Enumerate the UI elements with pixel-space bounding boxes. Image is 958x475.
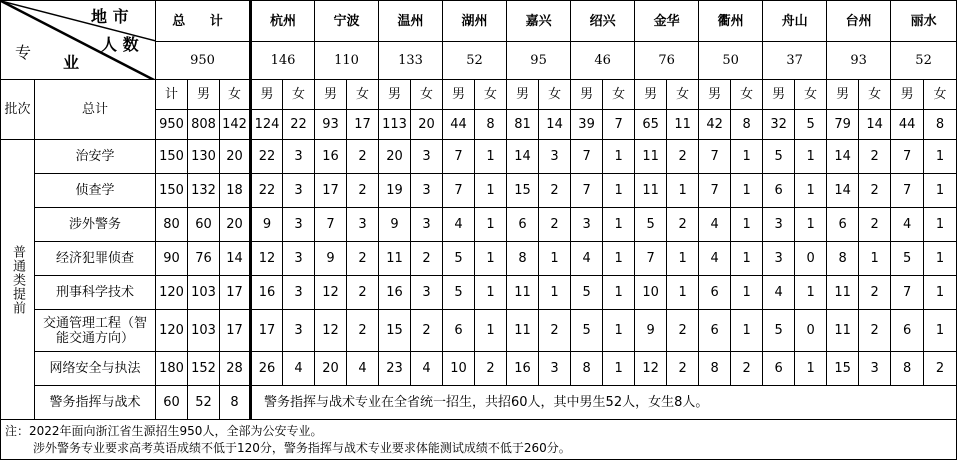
- city-male-value: 4: [699, 208, 731, 242]
- summary-city-male: 124: [251, 110, 283, 140]
- city-female-value: 2: [859, 140, 891, 174]
- city-female-value: 2: [475, 352, 507, 386]
- sub-label-female: 女: [924, 80, 957, 110]
- city-header-zhoushan: 舟山: [763, 1, 827, 42]
- city-male-value: 8: [891, 352, 924, 386]
- city-female-value: 2: [667, 140, 699, 174]
- city-male-value: 3: [763, 208, 795, 242]
- city-female-value: 1: [731, 242, 763, 276]
- city-male-value: 7: [571, 140, 603, 174]
- footnote-row: [1, 420, 957, 460]
- sub-label-male: 男: [763, 80, 795, 110]
- major-name: 涉外警务: [35, 208, 156, 242]
- grand-total: 950: [156, 42, 251, 80]
- major-total-value: 60: [188, 208, 220, 242]
- summary-city-male: 42: [699, 110, 731, 140]
- diagonal-header-cell: [1, 1, 156, 80]
- city-female-value: 1: [539, 276, 571, 310]
- summary-city-female: 17: [347, 110, 379, 140]
- city-male-value: 7: [699, 140, 731, 174]
- city-female-value: 1: [859, 242, 891, 276]
- city-female-value: 1: [924, 140, 957, 174]
- city-male-value: 10: [443, 352, 475, 386]
- city-female-value: 4: [411, 352, 443, 386]
- city-female-value: 2: [411, 242, 443, 276]
- summary-city-female: 22: [283, 110, 315, 140]
- city-female-value: 1: [603, 242, 635, 276]
- city-male-value: 7: [635, 242, 667, 276]
- batch-name: 普通类提前: [1, 140, 35, 420]
- city-male-value: 4: [443, 208, 475, 242]
- city-header-ningbo: 宁波: [315, 1, 379, 42]
- city-male-value: 9: [315, 242, 347, 276]
- major-total-value: 20: [220, 208, 251, 242]
- city-total: 37: [763, 42, 827, 80]
- city-female-value: 1: [603, 140, 635, 174]
- city-male-value: 12: [635, 352, 667, 386]
- major-total-value: 103: [188, 310, 220, 352]
- city-male-value: 3: [571, 208, 603, 242]
- city-total: 46: [571, 42, 635, 80]
- major-total-value: 152: [188, 352, 220, 386]
- city-total: 95: [507, 42, 571, 80]
- city-female-value: 3: [539, 352, 571, 386]
- sub-label-male: 男: [827, 80, 859, 110]
- sub-label-female: 女: [795, 80, 827, 110]
- sub-label-female: 女: [731, 80, 763, 110]
- major-total-value: 120: [156, 310, 188, 352]
- city-female-value: 1: [475, 174, 507, 208]
- city-female-value: 2: [859, 208, 891, 242]
- city-male-value: 11: [827, 310, 859, 352]
- major-total-value: 150: [156, 140, 188, 174]
- header-row-cities: [1, 1, 957, 42]
- major-total-value: 180: [156, 352, 188, 386]
- city-male-value: 11: [827, 276, 859, 310]
- summary-city-female: 14: [539, 110, 571, 140]
- city-male-value: 5: [891, 242, 924, 276]
- city-male-value: 15: [827, 352, 859, 386]
- city-female-value: 2: [859, 276, 891, 310]
- summary-city-male: 65: [635, 110, 667, 140]
- city-male-value: 15: [507, 174, 539, 208]
- major-row: [1, 140, 957, 174]
- city-female-value: 1: [795, 276, 827, 310]
- city-header-wenzhou: 温州: [379, 1, 443, 42]
- city-header-taizhou: 台州: [827, 1, 891, 42]
- city-female-value: 2: [347, 276, 379, 310]
- city-header-huzhou: 湖州: [443, 1, 507, 42]
- major-total-value: 17: [220, 276, 251, 310]
- city-male-value: 14: [827, 174, 859, 208]
- sub-label-male: 男: [315, 80, 347, 110]
- city-female-value: 4: [347, 352, 379, 386]
- diag-label-major-b: 业: [63, 53, 80, 72]
- major-row: [1, 352, 957, 386]
- city-female-value: 1: [924, 242, 957, 276]
- city-total: 146: [251, 42, 315, 80]
- city-total: 93: [827, 42, 891, 80]
- city-female-value: 1: [731, 208, 763, 242]
- city-total: 52: [443, 42, 507, 80]
- city-female-value: 1: [603, 310, 635, 352]
- city-female-value: 2: [347, 310, 379, 352]
- sub-label-female: 女: [539, 80, 571, 110]
- major-total-value: 132: [188, 174, 220, 208]
- city-male-value: 7: [571, 174, 603, 208]
- city-male-value: 5: [763, 310, 795, 352]
- city-male-value: 7: [443, 174, 475, 208]
- city-female-value: 1: [795, 352, 827, 386]
- city-female-value: 0: [795, 242, 827, 276]
- city-female-value: 1: [924, 310, 957, 352]
- city-female-value: 3: [411, 140, 443, 174]
- sub-label-male: 男: [635, 80, 667, 110]
- summary-city-male: 39: [571, 110, 603, 140]
- city-female-value: 1: [475, 242, 507, 276]
- city-female-value: 1: [475, 140, 507, 174]
- footnote-line-2: 涉外警务专业要求高考英语成绩不低于120分，警务指挥与战术专业要求体能测试成绩不低于260分。: [33, 440, 571, 455]
- city-header-shaoxing: 绍兴: [571, 1, 635, 42]
- city-male-value: 5: [571, 310, 603, 352]
- city-female-value: 3: [347, 208, 379, 242]
- city-female-value: 1: [795, 174, 827, 208]
- city-male-value: 15: [379, 310, 411, 352]
- major-total-value: 17: [220, 310, 251, 352]
- city-male-value: 6: [699, 276, 731, 310]
- city-female-value: 1: [731, 276, 763, 310]
- city-header-jinhua: 金华: [635, 1, 699, 42]
- city-header-jiaxing: 嘉兴: [507, 1, 571, 42]
- city-male-value: 10: [635, 276, 667, 310]
- city-male-value: 6: [891, 310, 924, 352]
- sub-label-male: 男: [891, 80, 924, 110]
- city-male-value: 16: [315, 140, 347, 174]
- summary-city-female: 8: [924, 110, 957, 140]
- sub-label-female: 女: [603, 80, 635, 110]
- special-major-row: [1, 386, 957, 420]
- city-female-value: 3: [283, 276, 315, 310]
- city-male-value: 11: [507, 310, 539, 352]
- city-female-value: 2: [347, 242, 379, 276]
- city-header-hangzhou: 杭州: [251, 1, 315, 42]
- major-name: 治安学: [35, 140, 156, 174]
- sub-label-male: 男: [507, 80, 539, 110]
- city-male-value: 7: [315, 208, 347, 242]
- city-total: 133: [379, 42, 443, 80]
- city-male-value: 4: [571, 242, 603, 276]
- summary-label: 总计: [35, 80, 156, 140]
- city-female-value: 3: [283, 174, 315, 208]
- sub-label-female: 女: [411, 80, 443, 110]
- city-male-value: 22: [251, 174, 283, 208]
- sub-label-male: 男: [571, 80, 603, 110]
- major-total-value: 8: [220, 386, 251, 420]
- summary-city-female: 11: [667, 110, 699, 140]
- city-female-value: 3: [283, 208, 315, 242]
- header-row-gender: [1, 80, 957, 110]
- city-male-value: 16: [379, 276, 411, 310]
- city-male-value: 11: [635, 174, 667, 208]
- city-male-value: 5: [571, 276, 603, 310]
- city-male-value: 6: [443, 310, 475, 352]
- sub-label-female: 女: [859, 80, 891, 110]
- city-male-value: 22: [251, 140, 283, 174]
- city-female-value: 2: [539, 310, 571, 352]
- city-female-value: 2: [347, 174, 379, 208]
- city-female-value: 3: [411, 174, 443, 208]
- city-female-value: 1: [731, 174, 763, 208]
- city-male-value: 26: [251, 352, 283, 386]
- city-male-value: 4: [763, 276, 795, 310]
- summary-city-male: 113: [379, 110, 411, 140]
- city-total: 50: [699, 42, 763, 80]
- city-female-value: 1: [731, 310, 763, 352]
- major-row: [1, 276, 957, 310]
- footnote: [1, 420, 957, 460]
- summary-city-female: 8: [475, 110, 507, 140]
- major-total-value: 60: [156, 386, 188, 420]
- special-major-note: 警务指挥与战术专业在全省统一招生，共招60人，其中男生52人，女生8人。: [251, 386, 957, 420]
- city-male-value: 11: [379, 242, 411, 276]
- sub-label-total: 计: [156, 80, 188, 110]
- summary-city-male: 81: [507, 110, 539, 140]
- city-male-value: 4: [891, 208, 924, 242]
- city-male-value: 9: [251, 208, 283, 242]
- major-total-value: 52: [188, 386, 220, 420]
- city-female-value: 1: [475, 310, 507, 352]
- major-total-value: 90: [156, 242, 188, 276]
- summary-city-female: 7: [603, 110, 635, 140]
- city-male-value: 14: [827, 140, 859, 174]
- city-female-value: 1: [539, 242, 571, 276]
- city-male-value: 9: [379, 208, 411, 242]
- city-male-value: 12: [251, 242, 283, 276]
- city-female-value: 1: [667, 174, 699, 208]
- city-female-value: 1: [475, 276, 507, 310]
- major-name: 交通管理工程（智能交通方向）: [35, 310, 156, 352]
- city-male-value: 7: [891, 174, 924, 208]
- city-male-value: 14: [507, 140, 539, 174]
- batch-header: 批次: [1, 80, 35, 140]
- city-total: 110: [315, 42, 379, 80]
- city-male-value: 16: [507, 352, 539, 386]
- sub-label-female: 女: [283, 80, 315, 110]
- city-female-value: 1: [603, 208, 635, 242]
- diag-label-major-a: 专: [15, 43, 32, 62]
- major-total-value: 150: [156, 174, 188, 208]
- city-total: 76: [635, 42, 699, 80]
- summary-total-value: 950: [156, 110, 188, 140]
- major-name: 侦查学: [35, 174, 156, 208]
- city-female-value: 1: [795, 208, 827, 242]
- sub-label-female: 女: [475, 80, 507, 110]
- major-row: [1, 310, 957, 352]
- summary-city-female: 14: [859, 110, 891, 140]
- city-female-value: 1: [603, 276, 635, 310]
- city-female-value: 4: [283, 352, 315, 386]
- city-female-value: 2: [924, 352, 957, 386]
- city-male-value: 8: [827, 242, 859, 276]
- major-total-value: 28: [220, 352, 251, 386]
- city-male-value: 4: [699, 242, 731, 276]
- sub-label-male: 男: [443, 80, 475, 110]
- footnote-line-1: 注：2022年面向浙江省生源招生950人，全部为公安专业。: [5, 423, 323, 438]
- major-total-value: 130: [188, 140, 220, 174]
- summary-city-female: 5: [795, 110, 827, 140]
- sub-label-total: 男: [188, 80, 220, 110]
- city-male-value: 11: [507, 276, 539, 310]
- summary-city-male: 44: [443, 110, 475, 140]
- city-male-value: 11: [635, 140, 667, 174]
- summary-city-female: 20: [411, 110, 443, 140]
- city-female-value: 2: [347, 140, 379, 174]
- city-female-value: 1: [667, 242, 699, 276]
- city-female-value: 1: [475, 208, 507, 242]
- sub-label-total: 女: [220, 80, 251, 110]
- city-male-value: 5: [635, 208, 667, 242]
- summary-city-male: 32: [763, 110, 795, 140]
- city-female-value: 2: [667, 352, 699, 386]
- city-female-value: 1: [667, 276, 699, 310]
- city-female-value: 1: [924, 276, 957, 310]
- diag-label-city: 地 市: [91, 7, 129, 26]
- city-female-value: 2: [411, 310, 443, 352]
- city-female-value: 3: [411, 208, 443, 242]
- sub-label-male: 男: [379, 80, 411, 110]
- city-female-value: 3: [283, 310, 315, 352]
- summary-total-value: 808: [188, 110, 220, 140]
- city-female-value: 3: [283, 242, 315, 276]
- major-row: [1, 174, 957, 208]
- city-female-value: 1: [603, 352, 635, 386]
- city-male-value: 6: [699, 310, 731, 352]
- city-female-value: 2: [859, 174, 891, 208]
- city-male-value: 19: [379, 174, 411, 208]
- city-male-value: 6: [507, 208, 539, 242]
- city-male-value: 5: [443, 242, 475, 276]
- major-row: [1, 242, 957, 276]
- major-total-value: 14: [220, 242, 251, 276]
- city-male-value: 6: [763, 352, 795, 386]
- summary-city-female: 8: [731, 110, 763, 140]
- city-total: 52: [891, 42, 957, 80]
- city-female-value: 3: [859, 352, 891, 386]
- city-female-value: 1: [731, 140, 763, 174]
- sub-label-male: 男: [251, 80, 283, 110]
- major-total-value: 103: [188, 276, 220, 310]
- major-total-value: 120: [156, 276, 188, 310]
- sub-label-female: 女: [667, 80, 699, 110]
- city-female-value: 3: [411, 276, 443, 310]
- city-male-value: 16: [251, 276, 283, 310]
- diag-label-count: 人 数: [101, 35, 139, 54]
- city-male-value: 9: [635, 310, 667, 352]
- city-female-value: 1: [603, 174, 635, 208]
- city-male-value: 12: [315, 310, 347, 352]
- city-female-value: 1: [795, 140, 827, 174]
- city-male-value: 17: [251, 310, 283, 352]
- city-male-value: 5: [443, 276, 475, 310]
- city-male-value: 12: [315, 276, 347, 310]
- major-total-value: 20: [220, 140, 251, 174]
- sub-label-male: 男: [699, 80, 731, 110]
- city-female-value: 1: [924, 174, 957, 208]
- major-name: 警务指挥与战术: [35, 386, 156, 420]
- city-female-value: 3: [539, 140, 571, 174]
- city-female-value: 1: [924, 208, 957, 242]
- major-total-value: 18: [220, 174, 251, 208]
- city-female-value: 2: [859, 310, 891, 352]
- city-male-value: 7: [891, 140, 924, 174]
- city-female-value: 3: [283, 140, 315, 174]
- city-male-value: 6: [827, 208, 859, 242]
- major-name: 网络安全与执法: [35, 352, 156, 386]
- city-female-value: 2: [667, 208, 699, 242]
- city-male-value: 8: [571, 352, 603, 386]
- summary-city-male: 93: [315, 110, 347, 140]
- city-male-value: 3: [763, 242, 795, 276]
- city-male-value: 17: [315, 174, 347, 208]
- major-total-value: 80: [156, 208, 188, 242]
- city-female-value: 2: [667, 310, 699, 352]
- major-name: 刑事科学技术: [35, 276, 156, 310]
- sub-label-female: 女: [347, 80, 379, 110]
- city-male-value: 7: [443, 140, 475, 174]
- city-header-quzhou: 衢州: [699, 1, 763, 42]
- city-female-value: 2: [539, 208, 571, 242]
- major-row: [1, 208, 957, 242]
- city-male-value: 5: [763, 140, 795, 174]
- city-male-value: 6: [763, 174, 795, 208]
- total-header: 总 计: [156, 1, 251, 42]
- city-header-lishui: 丽水: [891, 1, 957, 42]
- major-total-value: 76: [188, 242, 220, 276]
- city-male-value: 8: [699, 352, 731, 386]
- city-female-value: 0: [795, 310, 827, 352]
- major-name: 经济犯罪侦查: [35, 242, 156, 276]
- city-male-value: 8: [507, 242, 539, 276]
- city-male-value: 20: [315, 352, 347, 386]
- summary-city-male: 44: [891, 110, 924, 140]
- summary-city-male: 79: [827, 110, 859, 140]
- city-male-value: 7: [699, 174, 731, 208]
- summary-total-value: 142: [220, 110, 251, 140]
- city-male-value: 7: [891, 276, 924, 310]
- city-female-value: 2: [539, 174, 571, 208]
- city-male-value: 20: [379, 140, 411, 174]
- city-male-value: 23: [379, 352, 411, 386]
- city-female-value: 2: [731, 352, 763, 386]
